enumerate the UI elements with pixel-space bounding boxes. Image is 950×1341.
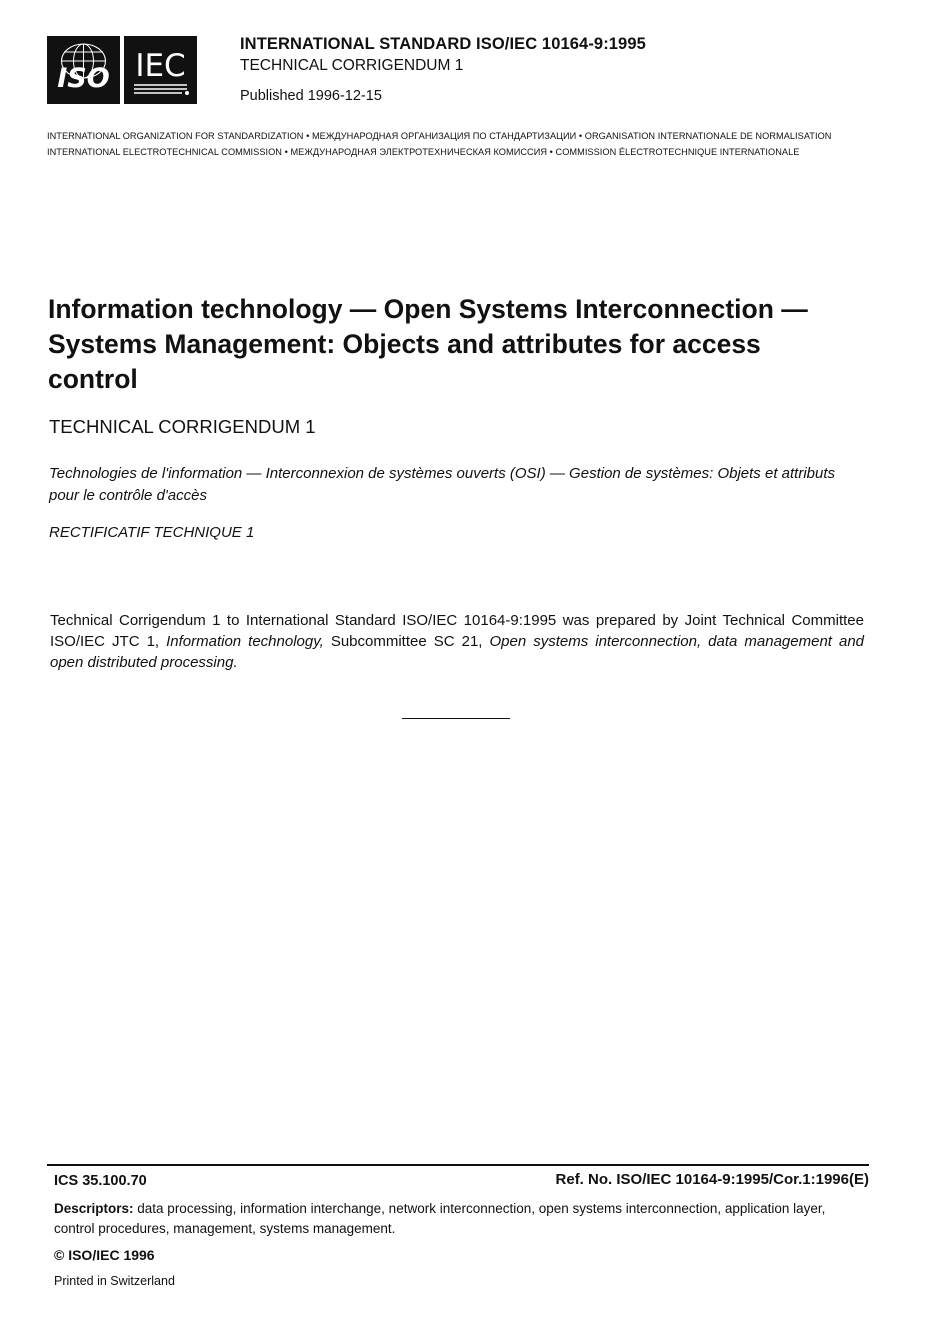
copyright-notice: © ISO/IEC 1996 xyxy=(54,1247,155,1263)
iso-globe-icon xyxy=(47,36,120,104)
organization-line-iso: INTERNATIONAL ORGANIZATION FOR STANDARDIZATION • МЕЖДУНАРОДНАЯ ОРГАНИЗАЦИЯ ПО СТАНДАРТИЗАЦИИ • ORGANISATION INTERNATIONALE DE NORMALISATION xyxy=(47,131,832,141)
printed-in: Printed in Switzerland xyxy=(54,1274,175,1288)
iec-logo xyxy=(124,36,197,104)
iso-logo xyxy=(47,36,120,104)
corrigendum-label: TECHNICAL CORRIGENDUM 1 xyxy=(240,57,464,74)
paragraph-committee-name: Information technology, xyxy=(166,633,324,650)
descriptors-label: Descriptors: xyxy=(54,1201,134,1216)
iec-logo-mark xyxy=(124,36,197,104)
paragraph-text-2: Subcommittee SC 21, xyxy=(323,633,490,650)
french-corrigendum-label: RECTIFICATIF TECHNIQUE 1 xyxy=(49,524,255,541)
preparation-paragraph xyxy=(50,610,864,673)
center-divider xyxy=(402,718,510,719)
iso-logo-text: ISO xyxy=(57,63,110,94)
paragraph-subcommittee-name: Open systems interconnection, data management and open distributed processing. xyxy=(50,633,865,671)
reference-number: Ref. No. ISO/IEC 10164-9:1995/Cor.1:1996(E) xyxy=(555,1171,869,1188)
french-title: Technologies de l'information — Interconnexion de systèmes ouverts (OSI) — Gestion de systèmes: Objets et attributs pour le contrôle d'accès xyxy=(49,465,836,504)
descriptors xyxy=(54,1199,869,1239)
standard-title: INTERNATIONAL STANDARD ISO/IEC 10164-9:1995 xyxy=(240,35,646,53)
published-date: Published 1996-12-15 xyxy=(240,88,382,104)
descriptors-text: data processing, information interchange, network interconnection, open systems interconnection, application layer, control procedures, management, systems management. xyxy=(54,1201,826,1236)
technical-corrigendum-label: TECHNICAL CORRIGENDUM 1 xyxy=(49,416,316,437)
footer-divider xyxy=(47,1164,869,1166)
ics-code: ICS 35.100.70 xyxy=(54,1173,147,1189)
organization-line-iec: INTERNATIONAL ELECTROTECHNICAL COMMISSION • МЕЖДУНАРОДНАЯ ЭЛЕКТРОТЕХНИЧЕСКАЯ КОМИССИЯ • COMMISSION ÉLECTROTECHNIQUE INTERNATIONALE xyxy=(47,147,800,157)
paragraph-text-1: Technical Corrigendum 1 to International Standard ISO/IEC 10164-9:1995 was prepared by Joint Technical Committee ISO/IEC JTC 1, xyxy=(50,612,864,650)
document-title: Information technology — Open Systems Interconnection — Systems Management: Objects and attributes for access control xyxy=(48,294,808,394)
iec-logo-text: IEC xyxy=(135,48,186,84)
